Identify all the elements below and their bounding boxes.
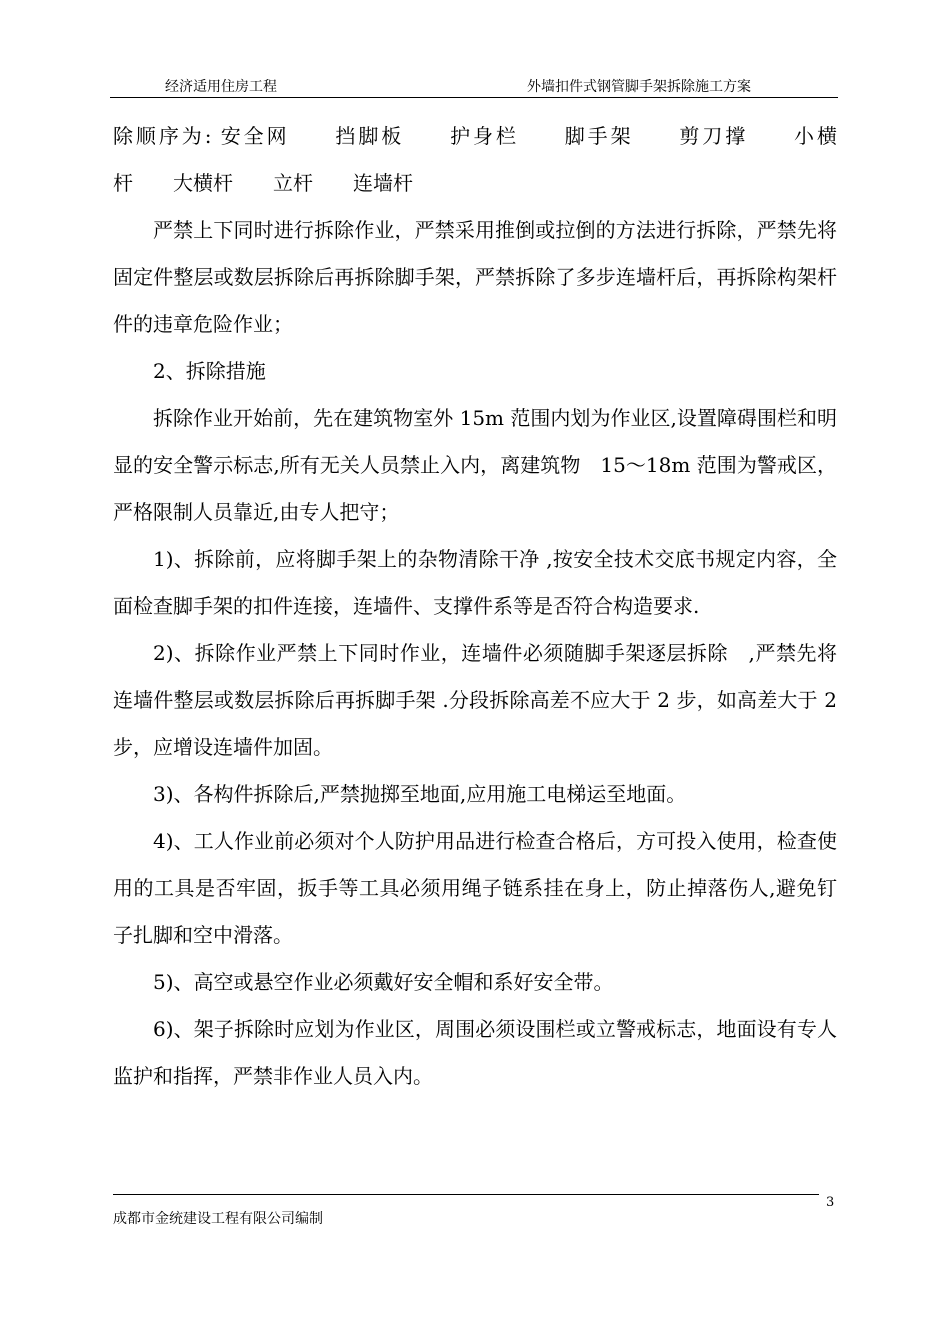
dismantling-order-line-1: 除顺序为: 安全网 挡脚板 护身栏 脚手架 剪刀撑 小横 (113, 124, 837, 148)
measure-item-3: 3)、各构件拆除后,严禁抛掷至地面,应用施工电梯运至地面。 (153, 782, 687, 806)
measure-item-2: 2)、拆除作业严禁上下同时作业，连墙件必须随脚手架逐层拆除 ,严禁先将连墙件整层或数层拆除后再拆脚手架 .分段拆除高差不应大于 2 步，如高差大于 2 步，应增设连墙件加固。 (113, 641, 837, 759)
measure-item-5: 5)、高空或悬空作业必须戴好安全帽和系好安全带。 (153, 970, 614, 994)
footer-company: 成都市金统建设工程有限公司编制 (113, 1211, 323, 1227)
header-document-title: 外墙扣件式钢管脚手架拆除施工方案 (527, 79, 751, 95)
measure-item-1: 1)、拆除前，应将脚手架上的杂物清除干净 ,按安全技术交底书规定内容，全面检查脚手架的扣件连接，连墙件、支撑件系等是否符合构造要求. (113, 547, 837, 618)
section-title: 2、拆除措施 (153, 359, 266, 383)
header-divider (110, 97, 838, 98)
header-project-name: 经济适用住房工程 (165, 79, 277, 95)
footer-divider (113, 1194, 819, 1195)
page-number: 3 (826, 1195, 835, 1210)
document-body (113, 113, 837, 1100)
measure-item-6: 6)、架子拆除时应划为作业区，周围必须设围栏或立警戒标志，地面设有专人监护和指挥，严禁非作业人员入内。 (113, 1017, 837, 1088)
intro-paragraph: 拆除作业开始前，先在建筑物室外 15m 范围内划为作业区,设置障碍围栏和明显的安全警示标志,所有无关人员禁止入内，离建筑物 15～18m 范围为警戒区，严格限制人员靠近,由专人把守； (113, 406, 837, 524)
prohibition-paragraph: 严禁上下同时进行拆除作业，严禁采用推倒或拉倒的方法进行拆除，严禁先将固定件整层或数层拆除后再拆除脚手架，严禁拆除了多步连墙杆后，再拆除构架杆件的违章危险作业； (113, 218, 837, 336)
measure-item-4: 4)、工人作业前必须对个人防护用品进行检查合格后，方可投入使用，检查使用的工具是否牢固，扳手等工具必须用绳子链系挂在身上，防止掉落伤人,避免钉子扎脚和空中滑落。 (113, 829, 837, 947)
dismantling-order-line-2: 杆 大横杆 立杆 连墙杆 (113, 171, 413, 195)
